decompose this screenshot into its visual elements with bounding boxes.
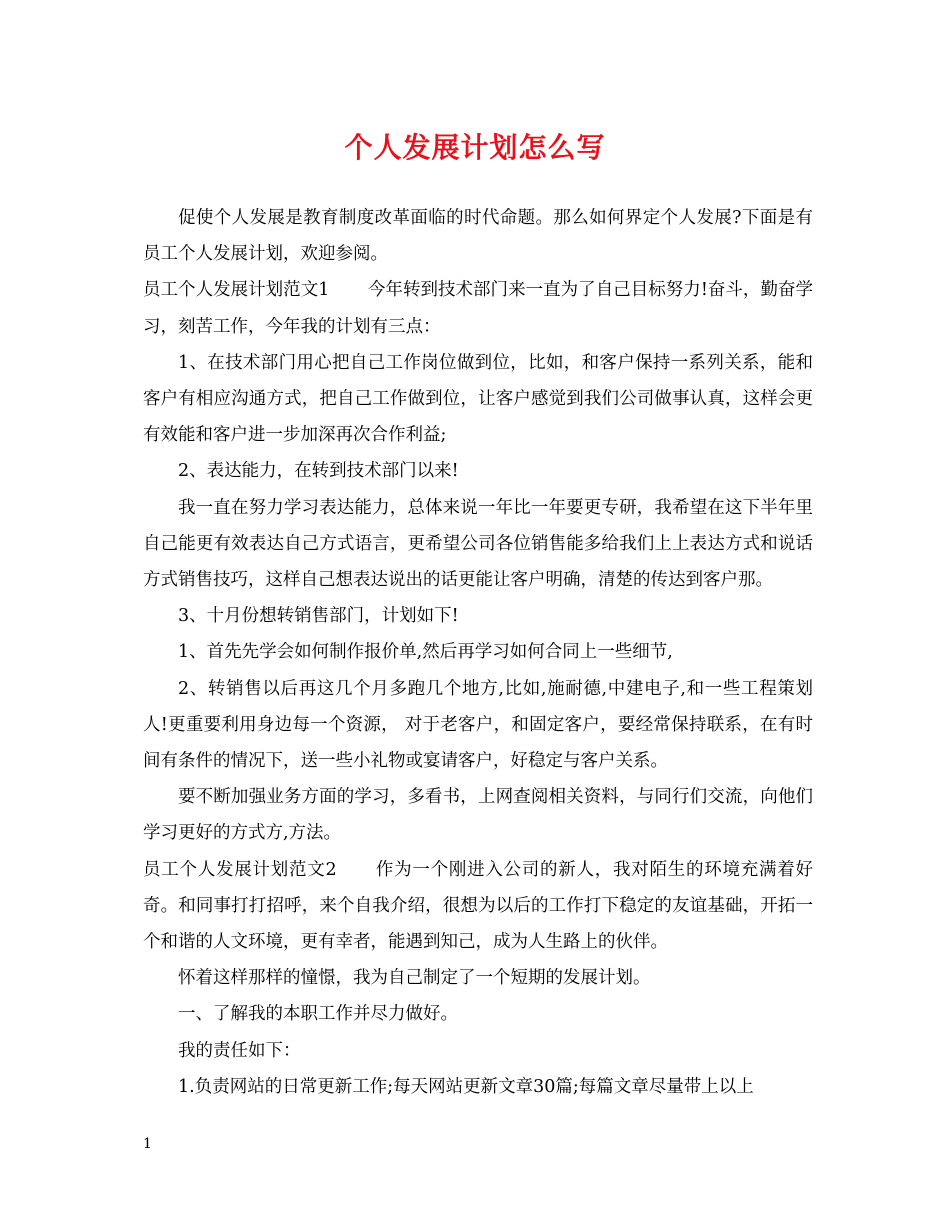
paragraph-text: 2、表达能力，在转到技术部门以来! xyxy=(178,461,459,482)
paragraph-text: 我的责任如下： xyxy=(178,1040,301,1061)
page-number: 1 xyxy=(143,1136,152,1152)
paragraph-text: 促使个人发展是教育制度改革面临的时代命题。那么如何界定个人发展?下面是有员工个人发展计划，欢迎参阅。 xyxy=(143,208,813,265)
paragraph-text: 1、在技术部门用心把自己工作岗位做到位，比如，和客户保持一系列关系，能和客户有相应沟通方式，把自己工作做到位，让客户感觉到我们公司做事认真，这样会更有效能和客户进一步加深再次合作利益; xyxy=(143,352,813,446)
paragraph xyxy=(143,671,813,780)
document-title: 个人发展计划怎么写 xyxy=(344,131,606,164)
paragraph-text: 2、转销售以后再这几个月多跑几个地方,比如,施耐德,中建电子,和一些工程策划人!更重要利用身边每一个资源， 对于老客户，和固定客户，要经常保持联系，在有时间有条件的情况下，送一些小礼物或宴请客户，好稳定与客户关系。 xyxy=(143,678,813,772)
paragraph xyxy=(143,598,813,634)
paragraph-text: 1.负责网站的日常更新工作;每天网站更新文章30篇;每篇文章尽量带上以上 xyxy=(178,1076,754,1097)
paragraph-text: 我一直在努力学习表达能力，总体来说一年比一年要更专研，我希望在这下半年里自己能更有效表达自己方式语言，更希望公司各位销售能多给我们上上表达方式和说话方式销售技巧，这样自己想表达说出的话更能让客户明确，清楚的传达到客户那。 xyxy=(143,497,813,591)
paragraph-text: 今年转到技术部门来一直为了自己目标努力!奋斗，勤奋学习，刻苦工作，今年我的计划有三点： xyxy=(143,280,814,337)
paragraph xyxy=(143,634,813,670)
paragraph xyxy=(143,1033,813,1069)
paragraph xyxy=(143,200,813,272)
paragraph xyxy=(143,852,813,961)
paragraph-text: 一、了解我的本职工作并尽力做好。 xyxy=(178,1004,458,1025)
paragraph xyxy=(143,490,813,599)
section-heading: 员工个人发展计划范文2 xyxy=(143,859,337,880)
paragraph xyxy=(143,960,813,996)
document-body xyxy=(143,200,813,1105)
paragraph-text: 作为一个刚进入公司的新人，我对陌生的环境充满着好奇。和同事打打招呼，来个自我介绍，很想为以后的工作打下稳定的友谊基础，开拓一个和谐的人文环境，更有幸者，能遇到知己，成为人生路上的伙伴。 xyxy=(143,859,813,953)
paragraph xyxy=(143,779,813,851)
section-heading: 员工个人发展计划范文1 xyxy=(143,280,330,301)
paragraph xyxy=(143,453,813,489)
paragraph-text: 怀着这样那样的憧憬，我为自己制定了一个短期的发展计划。 xyxy=(178,968,651,989)
paragraph xyxy=(143,1069,813,1105)
paragraph xyxy=(143,996,813,1032)
paragraph xyxy=(143,272,813,344)
paragraph-text: 1、首先先学会如何制作报价单,然后再学习如何合同上一些细节, xyxy=(178,642,673,663)
paragraph-text: 要不断加强业务方面的学习，多看书，上网查阅相关资料，与同行们交流，向他们学习更好的方式方,方法。 xyxy=(143,787,813,844)
paragraph xyxy=(143,345,813,454)
paragraph-text: 3、十月份想转销售部门，计划如下! xyxy=(178,606,459,627)
